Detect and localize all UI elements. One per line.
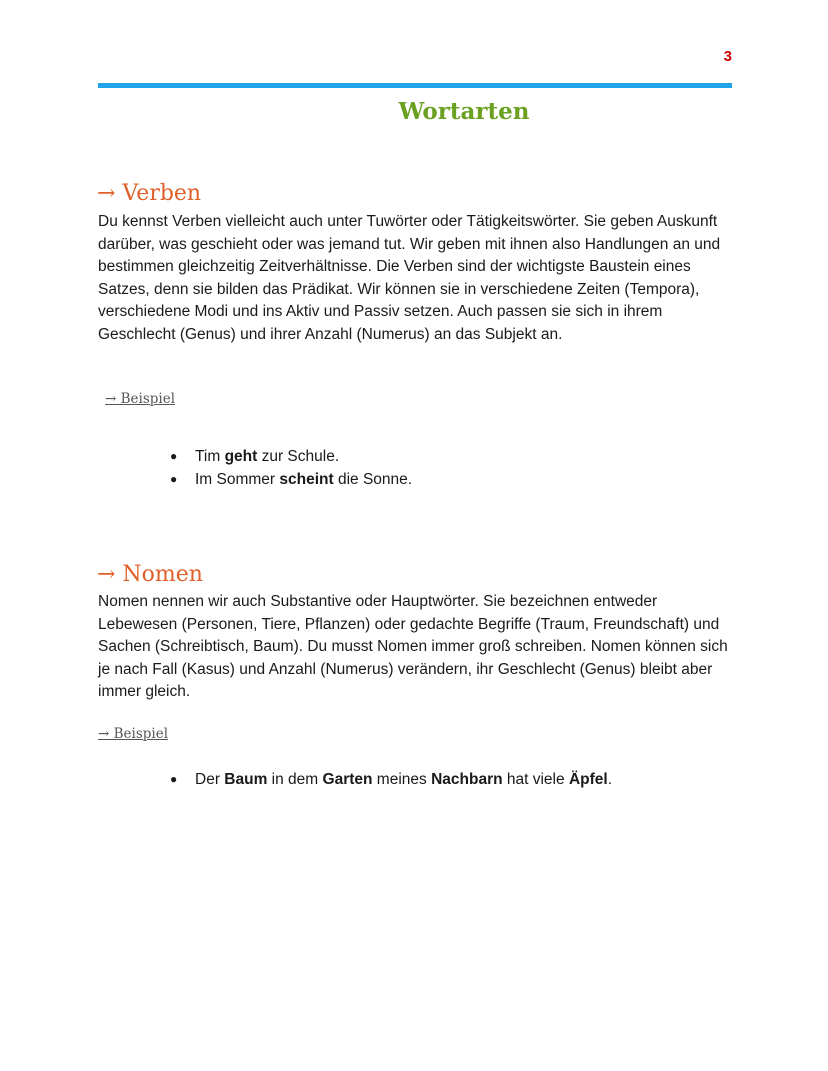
section-heading-nomen: → Nomen [97, 562, 203, 587]
example-list-nomen [170, 768, 612, 791]
example-item: ● Der Baum in dem Garten meines Nachbarn hat viele Äpfel. [170, 768, 612, 791]
section-body-verben: Du kennst Verben vielleicht auch unter Tuwörter oder Tätigkeitswörter. Sie geben Auskunft darüber, was geschieht oder was jemand tut. Wir geben mit ihnen also Handlungen an und bestimmen gleichzeitig Zeitverhältnisse. Die Verben sind der wichtigste Baustein eines Satzes, denn sie bilden das Prädikat. Wir können sie in verschiedene Zeiten (Tempora), verschiedene Modi und ins Aktiv und Passiv setzen. Auch passen sie sich in ihrem Geschlecht (Genus) und ihrer Anzahl (Numerus) an das Subjekt an. [98, 213, 721, 343]
example-link-nomen[interactable]: → Beispiel [98, 726, 169, 742]
section-body-nomen: Nomen nennen wir auch Substantive oder Hauptwörter. Sie bezeichnen entweder Lebewesen (Personen, Tiere, Pflanzen) oder gedachte Begriffe (Traum, Freundschaft) und Sachen (Schreibtisch, Baum). Du musst Nomen immer groß schreiben. Nomen können sich je nach Fall (Kasus) und Anzahl (Numerus) verändern, ihr Geschlecht (Genus) bleibt aber immer gleich. [98, 593, 728, 700]
page-number: 3 [723, 48, 732, 65]
example-list-verben [170, 445, 412, 491]
page-title: Wortarten [398, 98, 530, 125]
example-item: ● Tim geht zur Schule. [170, 445, 412, 468]
example-item: ● Im Sommer scheint die Sonne. [170, 468, 412, 491]
example-link-verben[interactable]: → Beispiel [105, 391, 176, 407]
section-heading-verben: → Verben [97, 181, 202, 206]
top-rule [98, 83, 732, 88]
